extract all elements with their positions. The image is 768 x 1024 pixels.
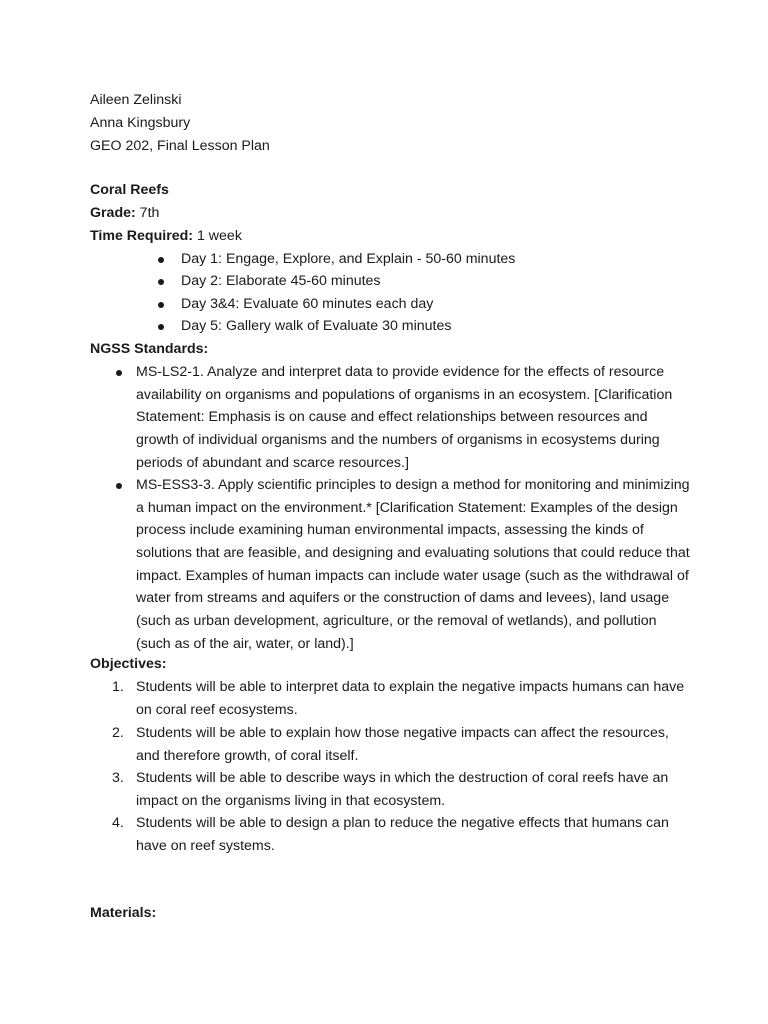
objective-item: 3. Students will be able to describe ways in which the destruction of coral reefs have an impact on the organisms living in that ecosystem. [112, 770, 669, 809]
grade-line [90, 204, 159, 222]
bullet-icon [158, 279, 164, 285]
standard-item: MS-ESS3-3. Apply scientific principles to design a method for monitoring and minimizing a human impact on the environment.* [Clarification Statement: Examples of the design process include examining human environmental impacts, assessing the kinds of solutions that are feasible, and designing and evaluating solutions that could reduce that impact. Examples of human impacts can include water usage (such as the withdrawal of water from streams and aquifers or the construction of dams and levees), land usage (such as urban development, agriculture, or the removal of wetlands), and pollution (such as of the air, water, or land).] [114, 476, 674, 658]
section-heading: Materials: [90, 905, 157, 921]
objective-item: 2. Students will be able to explain how those negative impacts can affect the resources, and therefore growth, of coral itself. [112, 725, 669, 764]
time-value: 1 week [193, 228, 242, 244]
section-heading: Objectives: [90, 656, 167, 672]
author-name: Anna Kingsbury [90, 115, 191, 131]
bullet-icon [116, 483, 122, 489]
objective-item: 4. Students will be able to design a plan to reduce the negative effects that humans can have on reef systems. [112, 815, 669, 854]
author-name: Aileen Zelinski [90, 92, 182, 108]
time-line [90, 227, 242, 245]
course-title: GEO 202, Final Lesson Plan [90, 138, 270, 154]
lesson-title: Coral Reefs [90, 182, 169, 198]
bullet-icon [158, 324, 164, 330]
section-heading: NGSS Standards: [90, 341, 209, 357]
document-page: Aileen Zelinski Anna Kingsbury GEO 202, Final Lesson Plan Coral Reefs Grade: 7th Time Required: 1 week Day 1: Engage, Explore, and Explain - 50-60 minutes Day 2: Elaborate 45-60 minutes Day 3&4: Evaluate 60 minutes each day Day 5: Gallery walk of Evaluate 30 minutes NGSS Standards: MS-LS2-1. Analyze and interpret data to provide evidence for the effects of resource availability on organisms and populations of organisms in an ecosystem. [Clarification Statement: Emphasis is on cause and effect relationships between resources and growth of individual organisms and the numbers of organisms in ecosystems during periods of abundant and scarce resources.] MS-ESS3-3. Apply scientific principles to design a method for monitoring and minimizing a human impact on the environment.* [Clarification Statement: Examples of the design process include examining human environmental impacts, assessing the kinds of solutions that are feasible, and designing and evaluating solutions that could reduce that impact. Examples of human impacts can include water usage (such as the withdrawal of water from streams and aquifers or the construction of dams and levees), land usage (such as urban development, agriculture, or the removal of wetlands), and pollution (such as of the air, water, or land).] Objectives: 1. Students will be able to interpret data to explain the negative impacts humans can have on coral reef ecosystems. 2. Students will be able to explain how those negative impacts can affect the resources, and therefore growth, of coral itself. 3. Students will be able to describe ways in which the destruction of coral reefs have an impact on the organisms living in that ecosystem. 4. Students will be able to design a plan to reduce the negative effects that humans can have on reef systems. Materials: [90, 92, 690, 921]
grade-value: 7th [135, 205, 160, 221]
bullet-icon [158, 257, 164, 263]
bullet-icon [158, 302, 164, 308]
standard-item: MS-LS2-1. Analyze and interpret data to provide evidence for the effects of resource availability on organisms and populations of organisms in an ecosystem. [Clarification Statement: Emphasis is on cause and effect relationships between resources and growth of individual organisms and the numbers of organisms in ecosystems during periods of abundant and scarce resources.] [114, 363, 674, 476]
bullet-icon [116, 370, 122, 376]
time-label: Time Required: [90, 228, 194, 244]
objective-item: 1. Students will be able to interpret data to explain the negative impacts humans can have on coral reef ecosystems. [112, 679, 685, 718]
grade-label: Grade: [90, 205, 136, 221]
